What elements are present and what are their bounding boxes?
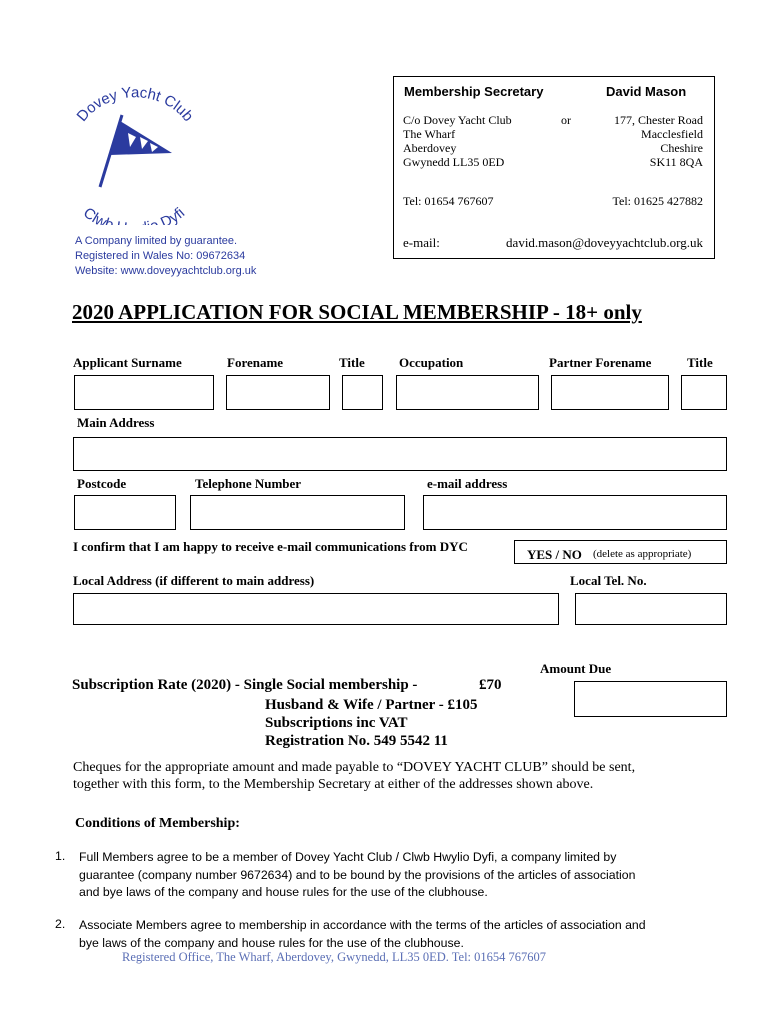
club-address-line: The Wharf — [403, 127, 456, 141]
condition-line: Full Members agree to be a member of Dovey Yacht Club / Clwb Hwylio Dyfi, a company limited by — [79, 850, 617, 864]
email-address-label: e-mail address — [427, 476, 508, 491]
title-field[interactable] — [342, 375, 383, 410]
secretary-name: David Mason — [606, 84, 687, 99]
delete-note: (delete as appropriate) — [593, 548, 692, 560]
local-tel-field[interactable] — [575, 593, 727, 625]
cheques-line: together with this form, to the Membership Secretary at either of the addresses shown above. — [73, 777, 594, 792]
partner-forename-label: Partner Forename — [549, 355, 652, 370]
footer-registered-office: Registered Office, The Wharf, Aberdovey, Gwynedd, LL35 0ED. Tel: 01654 767607 — [122, 950, 547, 964]
membership-secretary-heading: Membership Secretary — [404, 84, 544, 99]
condition-line: guarantee (company number 9672634) and to be bound by the provisions of the articles of association — [79, 867, 636, 882]
burgee-icon — [60, 75, 210, 225]
amount-due-label: Amount Due — [540, 661, 612, 676]
condition-line: bye laws of the company and house rules for the use of the clubhouse. — [79, 935, 464, 950]
club-address-line: C/o Dovey Yacht Club — [403, 113, 512, 127]
subscription-details — [265, 696, 478, 750]
yes-no-text: YES / NO — [527, 547, 582, 562]
email-address-field[interactable] — [423, 495, 727, 530]
or-text: or — [561, 113, 571, 127]
club-logo — [60, 75, 210, 225]
partner-title-field[interactable] — [681, 375, 727, 410]
page-title: 2020 APPLICATION FOR SOCIAL MEMBERSHIP - 18+ only — [72, 300, 642, 324]
club-address — [403, 113, 512, 169]
postcode-field[interactable] — [74, 495, 176, 530]
club-address-line: Gwynedd LL35 0ED — [403, 155, 505, 169]
subscription-vat: Subscriptions inc VAT — [265, 715, 408, 731]
secretary-email: david.mason@doveyyachtclub.org.uk — [506, 235, 703, 250]
club-tel: Tel: 01654 767607 — [403, 194, 494, 208]
surname-label: Applicant Surname — [73, 355, 182, 370]
subscription-rate — [72, 677, 417, 694]
title-label: Title — [339, 355, 365, 370]
local-address-field[interactable] — [73, 593, 559, 625]
cheques-line: Cheques for the appropriate amount and made payable to “DOVEY YACHT CLUB” should be sent, — [73, 760, 636, 775]
subscription-single: Subscription Rate (2020) - Single Social membership - — [72, 677, 418, 693]
secretary-address-line: 177, Chester Road — [614, 113, 703, 127]
club-address-line: Aberdovey — [403, 141, 457, 155]
condition-2-number: 2. — [55, 917, 66, 931]
local-address-label: Local Address (if different to main address) — [73, 573, 315, 588]
local-tel-label: Local Tel. No. — [570, 573, 647, 588]
svg-text:Clwb Hwylio Dyfi: Clwb Dyfi — [79, 204, 189, 225]
main-address-field[interactable] — [73, 437, 727, 471]
cheques-text — [73, 759, 635, 793]
company-info-line3: Website: www.doveyyachtclub.org.uk — [75, 265, 257, 277]
secretary-tel: Tel: 01625 427882 — [612, 194, 703, 208]
telephone-label: Telephone Number — [195, 476, 302, 491]
condition-2-text — [79, 917, 646, 952]
secretary-address-line: SK11 8QA — [649, 155, 703, 169]
postcode-label: Postcode — [77, 476, 127, 491]
secretary-address — [560, 113, 703, 169]
occupation-label: Occupation — [399, 355, 464, 370]
registration-number: Registration No. 549 5542 11 — [265, 733, 448, 749]
forename-label: Forename — [227, 355, 284, 370]
subscription-partner: Husband & Wife / Partner - £105 — [265, 697, 478, 713]
main-address-label: Main Address — [77, 415, 155, 430]
forename-field[interactable] — [226, 375, 330, 410]
svg-text:Dovey Yacht Club: Dovey Yacht Club — [73, 84, 197, 125]
secretary-address-line: Macclesfield — [641, 127, 703, 141]
conditions-heading: Conditions of Membership: — [75, 816, 240, 831]
company-info — [75, 234, 256, 279]
email-consent-text: I confirm that I am happy to receive e-mail communications from DYC — [73, 539, 468, 554]
email-label: e-mail: — [403, 235, 440, 250]
partner-title-label: Title — [687, 355, 713, 370]
condition-1-number: 1. — [55, 849, 66, 863]
email-consent-field[interactable] — [514, 540, 727, 564]
amount-due-field[interactable] — [574, 681, 727, 717]
partner-forename-field[interactable] — [551, 375, 669, 410]
company-info-line2: Registered in Wales No: 09672634 — [75, 250, 246, 262]
surname-field[interactable] — [74, 375, 214, 410]
condition-line: and bye laws of the company and house rules for the use of the clubhouse. — [79, 885, 488, 899]
secretary-address-line: Cheshire — [660, 141, 703, 155]
condition-1-text — [79, 849, 635, 902]
subscription-single-price: £70 — [479, 677, 502, 693]
telephone-field[interactable] — [190, 495, 405, 530]
company-info-line1: A Company limited by guarantee. — [75, 235, 238, 247]
occupation-field[interactable] — [396, 375, 539, 410]
condition-line: Associate Members agree to membership in accordance with the terms of the articles of association and — [79, 918, 646, 932]
